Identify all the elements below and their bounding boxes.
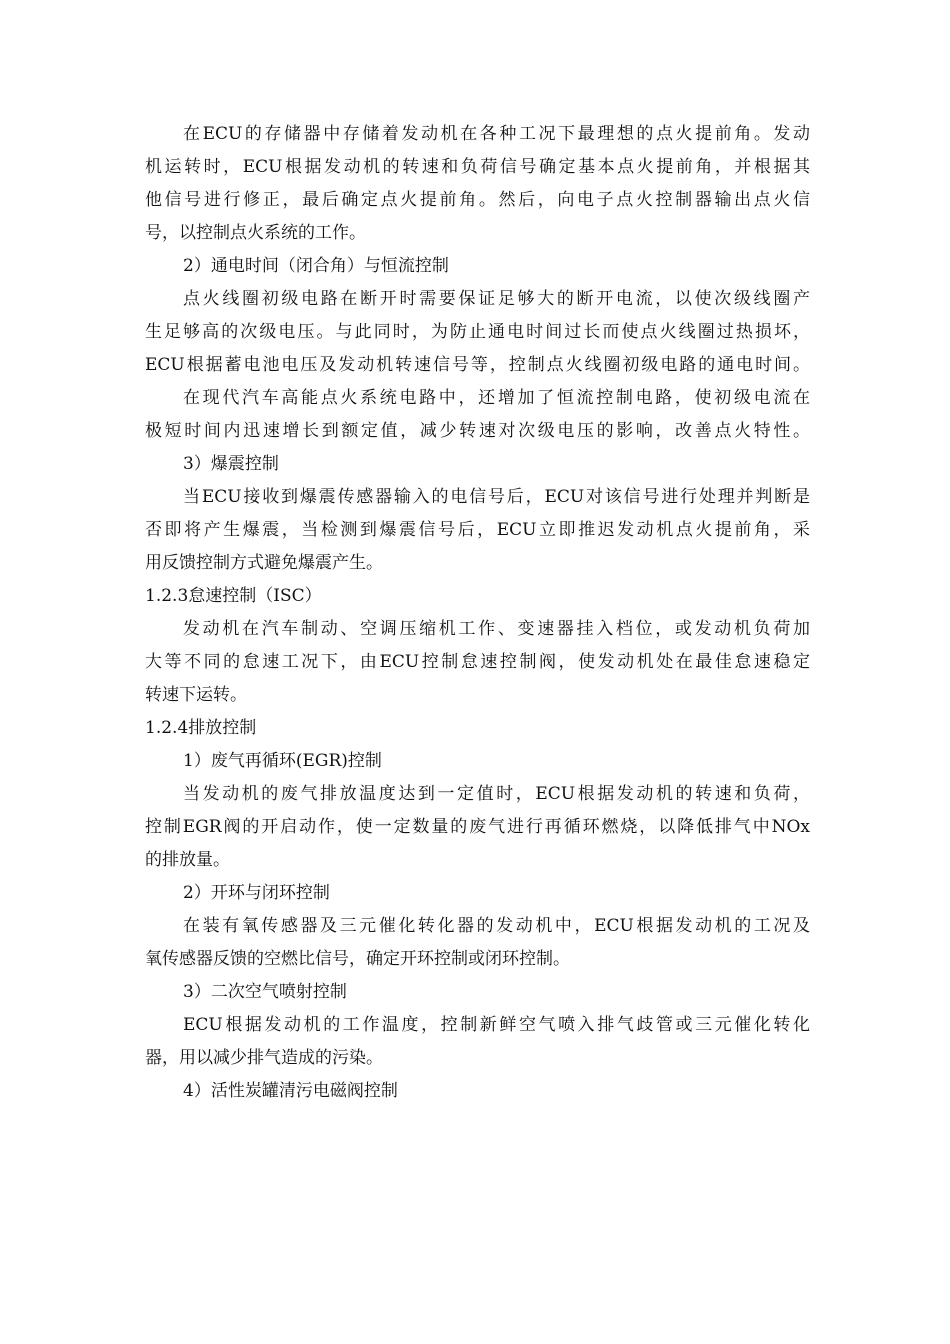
text-line: 氧传感器反馈的空燃比信号，确定开环控制或闭环控制。	[145, 949, 570, 969]
text-line: 3）爆震控制	[183, 454, 279, 474]
text-line: 机运转时，ECU根据发动机的转速和负荷信号确定基本点火提前角，并根据其	[145, 157, 810, 177]
text-line: 控制EGR阀的开启动作，使一定数量的废气进行再循环燃烧，以降低排气中NOx	[145, 817, 810, 837]
text-line: 发动机在汽车制动、空调压缩机工作、变速器挂入档位，或发动机负荷加	[183, 619, 810, 639]
text-line: 极短时间内迅速增长到额定值，减少转速对次级电压的影响，改善点火特性。	[145, 421, 810, 441]
text-line: 2）开环与闭环控制	[183, 883, 330, 903]
text-line: 生足够高的次级电压。与此同时，为防止通电时间过长而使点火线圈过热损坏，	[145, 322, 810, 342]
text-line: 当ECU接收到爆震传感器输入的电信号后，ECU对该信号进行处理并判断是	[183, 487, 810, 507]
text-line: 1.2.3怠速控制（ISC）	[145, 586, 322, 606]
text-line: 4）活性炭罐清污电磁阀控制	[183, 1081, 398, 1101]
text-line: 否即将产生爆震，当检测到爆震信号后，ECU立即推迟发动机点火提前角，采	[145, 520, 810, 540]
text-line: ECU根据发动机的工作温度，控制新鲜空气喷入排气歧管或三元催化转化	[183, 1015, 810, 1035]
text-line: 1）废气再循环(EGR)控制	[183, 751, 382, 771]
text-line: 在装有氧传感器及三元催化转化器的发动机中，ECU根据发动机的工况及	[183, 916, 810, 936]
text-line: 点火线圈初级电路在断开时需要保证足够大的断开电流，以使次级线圈产	[183, 289, 810, 309]
text-line: 2）通电时间（闭合角）与恒流控制	[183, 256, 449, 276]
text-line: 器，用以减少排气造成的污染。	[145, 1048, 383, 1068]
text-line: 在ECU的存储器中存储着发动机在各种工况下最理想的点火提前角。发动	[183, 124, 810, 144]
document-body	[145, 118, 810, 1108]
text-line: 他信号进行修正，最后确定点火提前角。然后，向电子点火控制器输出点火信	[145, 190, 810, 210]
text-line: 3）二次空气喷射控制	[183, 982, 347, 1002]
text-line: 号，以控制点火系统的工作。	[145, 223, 366, 243]
text-line: 用反馈控制方式避免爆震产生。	[145, 553, 383, 573]
text-line: 当发动机的废气排放温度达到一定值时，ECU根据发动机的转速和负荷，	[183, 784, 810, 804]
text-line: 转速下运转。	[145, 685, 247, 705]
text-line: ECU根据蓄电池电压及发动机转速信号等，控制点火线圈初级电路的通电时间。	[145, 355, 810, 375]
text-line: 在现代汽车高能点火系统电路中，还增加了恒流控制电路，使初级电流在	[183, 388, 810, 408]
text-line: 大等不同的怠速工况下，由ECU控制怠速控制阀，使发动机处在最佳怠速稳定	[145, 652, 810, 672]
text-line: 1.2.4排放控制	[145, 718, 257, 738]
text-line: 的排放量。	[145, 850, 230, 870]
